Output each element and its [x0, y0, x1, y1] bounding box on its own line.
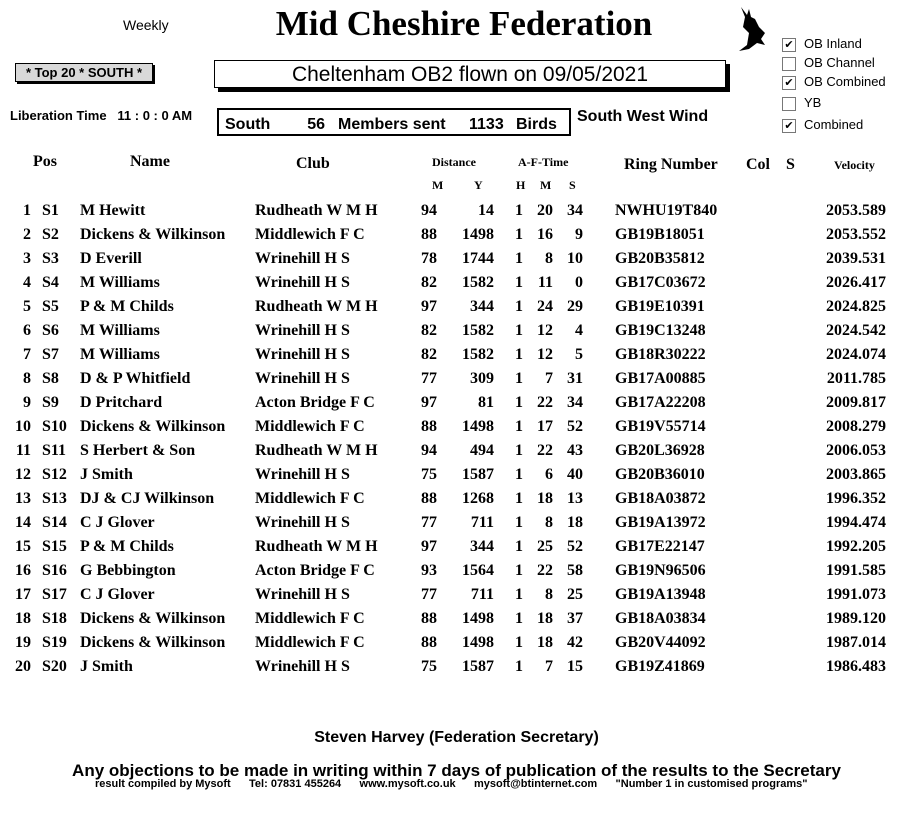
col-club: Club — [296, 155, 330, 172]
cell-s: 4 — [575, 322, 583, 339]
cell-club: Wrinehill H S — [255, 658, 350, 675]
col-name: Name — [130, 153, 170, 170]
cell-sec: S1 — [42, 202, 59, 219]
table-row — [0, 226, 913, 250]
cell-vel: 2053.552 — [826, 226, 886, 243]
cell-mi: 8 — [545, 586, 553, 603]
cell-sec: S6 — [42, 322, 59, 339]
cell-sec: S20 — [42, 658, 67, 675]
cell-m: 97 — [421, 394, 437, 411]
checkbox[interactable] — [782, 57, 796, 71]
pigeon-logo-icon — [735, 5, 769, 53]
cell-s: 34 — [567, 202, 583, 219]
weekly-label: Weekly — [123, 17, 169, 33]
cell-pos: 5 — [23, 298, 31, 315]
birds-label: Birds — [516, 116, 557, 133]
cell-mi: 6 — [545, 466, 553, 483]
cell-mi: 18 — [537, 634, 553, 651]
cell-h: 1 — [515, 610, 523, 627]
cell-s: 58 — [567, 562, 583, 579]
cell-vel: 2003.865 — [826, 466, 886, 483]
filter-label: Combined — [804, 117, 864, 132]
cell-name: Dickens & Wilkinson — [80, 226, 226, 243]
cell-mi: 12 — [537, 322, 553, 339]
col-dist-y: Y — [474, 178, 483, 192]
cell-h: 1 — [515, 466, 523, 483]
race-title: Cheltenham OB2 flown on 09/05/2021 — [214, 60, 726, 88]
cell-vel: 1991.073 — [826, 586, 886, 603]
cell-ring: GB18R30222 — [615, 346, 706, 363]
cell-vel: 2053.589 — [826, 202, 886, 219]
cell-ring: NWHU19T840 — [615, 202, 718, 219]
cell-mi: 17 — [537, 418, 553, 435]
section-name: South — [225, 116, 271, 133]
members-label: Members sent — [338, 116, 446, 133]
cell-y: 1582 — [462, 322, 494, 339]
cell-sec: S17 — [42, 586, 67, 603]
cell-vel: 1987.014 — [826, 634, 886, 651]
cell-sec: S14 — [42, 514, 67, 531]
table-row — [0, 610, 913, 634]
cell-club: Acton Bridge F C — [255, 562, 375, 579]
cell-sec: S7 — [42, 346, 59, 363]
cell-m: 77 — [421, 514, 437, 531]
cell-m: 88 — [421, 634, 437, 651]
cell-pos: 14 — [15, 514, 31, 531]
cell-h: 1 — [515, 562, 523, 579]
filter-label: OB Inland — [804, 36, 862, 51]
cell-vel: 2024.074 — [826, 346, 886, 363]
cell-name: M Williams — [80, 322, 160, 339]
cell-h: 1 — [515, 634, 523, 651]
table-row — [0, 394, 913, 418]
cell-name: P & M Childs — [80, 298, 174, 315]
cell-ring: GB18A03834 — [615, 610, 706, 627]
cell-h: 1 — [515, 202, 523, 219]
section-badge: * Top 20 * SOUTH * — [15, 63, 153, 82]
cell-ring: GB18A03872 — [615, 490, 706, 507]
cell-m: 97 — [421, 538, 437, 555]
cell-name: D Everill — [80, 250, 142, 267]
cell-vel: 2026.417 — [826, 274, 886, 291]
table-row — [0, 346, 913, 370]
cell-vel: 2024.825 — [826, 298, 886, 315]
cell-ring: GB20B35812 — [615, 250, 705, 267]
cell-h: 1 — [515, 370, 523, 387]
cell-y: 81 — [478, 394, 494, 411]
cell-pos: 2 — [23, 226, 31, 243]
table-row — [0, 586, 913, 610]
compiled-by-line: result compiled by Mysoft Tel: 07831 455264 www.mysoft.co.uk mysoft@btinternet.com "Number 1 in customised programs" — [95, 778, 808, 790]
cell-ring: GB17A22208 — [615, 394, 706, 411]
cell-m: 82 — [421, 274, 437, 291]
col-s: S — [786, 156, 795, 173]
cell-pos: 7 — [23, 346, 31, 363]
col-aft-s: S — [569, 178, 576, 192]
cell-y: 494 — [470, 442, 494, 459]
cell-vel: 2011.785 — [826, 370, 886, 387]
cell-ring: GB19V55714 — [615, 418, 706, 435]
cell-m: 94 — [421, 202, 437, 219]
col-distance: Distance — [432, 155, 476, 169]
col-aft: A-F-Time — [518, 155, 569, 169]
cell-name: S Herbert & Son — [80, 442, 196, 459]
cell-name: Dickens & Wilkinson — [80, 634, 226, 651]
cell-h: 1 — [515, 418, 523, 435]
cell-s: 18 — [567, 514, 583, 531]
checkbox[interactable]: ✔ — [782, 119, 796, 133]
table-row — [0, 634, 913, 658]
wind-direction: South West Wind — [577, 108, 709, 125]
cell-ring: GB19A13948 — [615, 586, 706, 603]
cell-mi: 11 — [537, 274, 553, 291]
cell-y: 14 — [478, 202, 494, 219]
cell-y: 1498 — [462, 634, 494, 651]
cell-m: 88 — [421, 490, 437, 507]
cell-y: 1498 — [462, 610, 494, 627]
cell-club: Wrinehill H S — [255, 322, 350, 339]
cell-h: 1 — [515, 322, 523, 339]
cell-vel: 1992.205 — [826, 538, 886, 555]
cell-m: 77 — [421, 586, 437, 603]
cell-h: 1 — [515, 346, 523, 363]
cell-name: D & P Whitfield — [80, 370, 191, 387]
cell-name: J Smith — [80, 466, 133, 483]
cell-sec: S11 — [42, 442, 67, 459]
table-row — [0, 514, 913, 538]
cell-name: J Smith — [80, 658, 133, 675]
cell-mi: 22 — [537, 394, 553, 411]
filter-label: YB — [804, 95, 822, 110]
checkbox[interactable]: ✔ — [782, 76, 796, 90]
cell-club: Rudheath W M H — [255, 442, 378, 459]
cell-mi: 7 — [545, 370, 553, 387]
table-row — [0, 202, 913, 226]
cell-vel: 1994.474 — [826, 514, 886, 531]
cell-y: 344 — [470, 298, 494, 315]
cell-h: 1 — [515, 586, 523, 603]
cell-s: 29 — [567, 298, 583, 315]
table-row — [0, 298, 913, 322]
cell-m: 94 — [421, 442, 437, 459]
cell-pos: 8 — [23, 370, 31, 387]
cell-name: Dickens & Wilkinson — [80, 418, 226, 435]
cell-club: Rudheath W M H — [255, 298, 378, 315]
cell-h: 1 — [515, 298, 523, 315]
checkbox[interactable] — [782, 97, 796, 111]
cell-s: 0 — [575, 274, 583, 291]
members-sent-box — [217, 108, 571, 136]
cell-ring: GB19A13972 — [615, 514, 706, 531]
cell-m: 82 — [421, 346, 437, 363]
cell-y: 1582 — [462, 346, 494, 363]
col-pos: Pos — [33, 153, 57, 170]
cell-m: 88 — [421, 418, 437, 435]
cell-s: 15 — [567, 658, 583, 675]
liberation-time — [10, 108, 192, 123]
cell-name: DJ & CJ Wilkinson — [80, 490, 215, 507]
cell-mi: 22 — [537, 562, 553, 579]
cell-club: Wrinehill H S — [255, 586, 350, 603]
cell-ring: GB17C03672 — [615, 274, 706, 291]
cell-club: Wrinehill H S — [255, 370, 350, 387]
cell-vel: 2039.531 — [826, 250, 886, 267]
cell-ring: GB20B36010 — [615, 466, 705, 483]
table-row — [0, 274, 913, 298]
table-row — [0, 418, 913, 442]
cell-club: Wrinehill H S — [255, 466, 350, 483]
cell-mi: 18 — [537, 610, 553, 627]
cell-pos: 4 — [23, 274, 31, 291]
cell-club: Middlewich F C — [255, 418, 365, 435]
cell-sec: S8 — [42, 370, 59, 387]
cell-s: 31 — [567, 370, 583, 387]
col-col: Col — [746, 156, 770, 173]
table-row — [0, 538, 913, 562]
cell-y: 711 — [470, 586, 494, 603]
cell-pos: 15 — [15, 538, 31, 555]
cell-h: 1 — [515, 490, 523, 507]
cell-club: Middlewich F C — [255, 634, 365, 651]
cell-m: 75 — [421, 466, 437, 483]
cell-y: 1587 — [462, 658, 494, 675]
cell-club: Rudheath W M H — [255, 202, 378, 219]
cell-mi: 8 — [545, 250, 553, 267]
cell-sec: S3 — [42, 250, 59, 267]
cell-ring: GB19N96506 — [615, 562, 706, 579]
col-aft-m: M — [540, 178, 552, 192]
filter-label: OB Channel — [804, 55, 875, 70]
cell-m: 77 — [421, 370, 437, 387]
cell-mi: 20 — [537, 202, 553, 219]
cell-vel: 2008.279 — [826, 418, 886, 435]
table-row — [0, 442, 913, 466]
cell-s: 43 — [567, 442, 583, 459]
cell-mi: 25 — [537, 538, 553, 555]
members-count: 56 — [307, 116, 325, 133]
cell-club: Middlewich F C — [255, 226, 365, 243]
cell-name: C J Glover — [80, 586, 155, 603]
cell-pos: 11 — [15, 442, 31, 459]
cell-ring: GB17A00885 — [615, 370, 706, 387]
table-row — [0, 562, 913, 586]
cell-name: D Pritchard — [80, 394, 163, 411]
cell-s: 42 — [567, 634, 583, 651]
cell-mi: 7 — [545, 658, 553, 675]
cell-s: 52 — [567, 418, 583, 435]
cell-m: 93 — [421, 562, 437, 579]
cell-y: 344 — [470, 538, 494, 555]
cell-sec: S15 — [42, 538, 67, 555]
cell-ring: GB20L36928 — [615, 442, 705, 459]
federation-secretary: Steven Harvey (Federation Secretary) — [314, 729, 599, 746]
cell-pos: 17 — [15, 586, 31, 603]
cell-h: 1 — [515, 226, 523, 243]
cell-m: 88 — [421, 226, 437, 243]
cell-ring: GB19E10391 — [615, 298, 705, 315]
cell-h: 1 — [515, 442, 523, 459]
cell-pos: 13 — [15, 490, 31, 507]
cell-m: 82 — [421, 322, 437, 339]
cell-s: 5 — [575, 346, 583, 363]
cell-ring: GB19Z41869 — [615, 658, 705, 675]
col-ring: Ring Number — [624, 156, 718, 173]
col-aft-h: H — [516, 178, 526, 192]
cell-sec: S5 — [42, 298, 59, 315]
cell-pos: 3 — [23, 250, 31, 267]
cell-s: 9 — [575, 226, 583, 243]
cell-mi: 22 — [537, 442, 553, 459]
table-row — [0, 490, 913, 514]
cell-y: 1498 — [462, 418, 494, 435]
cell-pos: 19 — [15, 634, 31, 651]
cell-s: 25 — [567, 586, 583, 603]
col-velocity: Velocity — [834, 158, 875, 172]
cell-pos: 18 — [15, 610, 31, 627]
cell-s: 40 — [567, 466, 583, 483]
cell-y: 1582 — [462, 274, 494, 291]
cell-pos: 20 — [15, 658, 31, 675]
cell-mi: 8 — [545, 514, 553, 531]
cell-name: C J Glover — [80, 514, 155, 531]
cell-y: 1564 — [462, 562, 494, 579]
cell-m: 78 — [421, 250, 437, 267]
cell-ring: GB19C13248 — [615, 322, 706, 339]
cell-club: Wrinehill H S — [255, 514, 350, 531]
cell-club: Middlewich F C — [255, 490, 365, 507]
page-title: Mid Cheshire Federation — [275, 4, 653, 43]
cell-h: 1 — [515, 538, 523, 555]
cell-m: 88 — [421, 610, 437, 627]
cell-sec: S2 — [42, 226, 59, 243]
cell-name: Dickens & Wilkinson — [80, 610, 226, 627]
cell-pos: 9 — [23, 394, 31, 411]
table-row — [0, 658, 913, 682]
cell-vel: 1991.585 — [826, 562, 886, 579]
filter-label: OB Combined — [804, 74, 886, 89]
table-row — [0, 322, 913, 346]
cell-m: 97 — [421, 298, 437, 315]
col-dist-m: M — [432, 178, 444, 192]
cell-vel: 2006.053 — [826, 442, 886, 459]
cell-ring: GB20V44092 — [615, 634, 706, 651]
cell-pos: 6 — [23, 322, 31, 339]
cell-s: 13 — [567, 490, 583, 507]
objections-notice: Any objections to be made in writing within 7 days of publication of the results to the Secretary — [72, 761, 841, 780]
cell-ring: GB19B18051 — [615, 226, 705, 243]
checkbox[interactable]: ✔ — [782, 38, 796, 52]
cell-club: Middlewich F C — [255, 610, 365, 627]
cell-sec: S13 — [42, 490, 67, 507]
cell-pos: 10 — [15, 418, 31, 435]
cell-h: 1 — [515, 658, 523, 675]
cell-y: 309 — [470, 370, 494, 387]
cell-club: Wrinehill H S — [255, 274, 350, 291]
cell-sec: S9 — [42, 394, 59, 411]
cell-name: M Hewitt — [80, 202, 146, 219]
cell-h: 1 — [515, 514, 523, 531]
cell-vel: 1996.352 — [826, 490, 886, 507]
cell-mi: 12 — [537, 346, 553, 363]
cell-s: 10 — [567, 250, 583, 267]
cell-name: M Williams — [80, 274, 160, 291]
cell-club: Wrinehill H S — [255, 346, 350, 363]
cell-y: 1498 — [462, 226, 494, 243]
cell-pos: 12 — [15, 466, 31, 483]
table-row — [0, 466, 913, 490]
cell-mi: 24 — [537, 298, 553, 315]
cell-y: 1744 — [462, 250, 494, 267]
cell-s: 52 — [567, 538, 583, 555]
cell-y: 1268 — [462, 490, 494, 507]
cell-m: 75 — [421, 658, 437, 675]
cell-club: Acton Bridge F C — [255, 394, 375, 411]
cell-club: Wrinehill H S — [255, 250, 350, 267]
cell-s: 37 — [567, 610, 583, 627]
cell-s: 34 — [567, 394, 583, 411]
cell-h: 1 — [515, 394, 523, 411]
table-row — [0, 250, 913, 274]
cell-sec: S18 — [42, 610, 67, 627]
cell-mi: 18 — [537, 490, 553, 507]
cell-name: P & M Childs — [80, 538, 174, 555]
cell-sec: S19 — [42, 634, 67, 651]
cell-y: 1587 — [462, 466, 494, 483]
cell-mi: 16 — [537, 226, 553, 243]
cell-club: Rudheath W M H — [255, 538, 378, 555]
liberation-value: 11 : 0 : 0 AM — [117, 108, 193, 123]
cell-h: 1 — [515, 250, 523, 267]
cell-sec: S12 — [42, 466, 67, 483]
cell-name: G Bebbington — [80, 562, 176, 579]
cell-vel: 1989.120 — [826, 610, 886, 627]
cell-vel: 2024.542 — [826, 322, 886, 339]
birds-count: 1133 — [469, 116, 504, 133]
cell-pos: 1 — [23, 202, 31, 219]
cell-h: 1 — [515, 274, 523, 291]
cell-sec: S16 — [42, 562, 67, 579]
cell-sec: S4 — [42, 274, 59, 291]
cell-ring: GB17E22147 — [615, 538, 705, 555]
table-row — [0, 370, 913, 394]
cell-vel: 2009.817 — [826, 394, 886, 411]
cell-y: 711 — [470, 514, 494, 531]
cell-pos: 16 — [15, 562, 31, 579]
cell-name: M Williams — [80, 346, 160, 363]
cell-vel: 1986.483 — [826, 658, 886, 675]
cell-sec: S10 — [42, 418, 67, 435]
liberation-label: Liberation Time — [10, 108, 107, 123]
